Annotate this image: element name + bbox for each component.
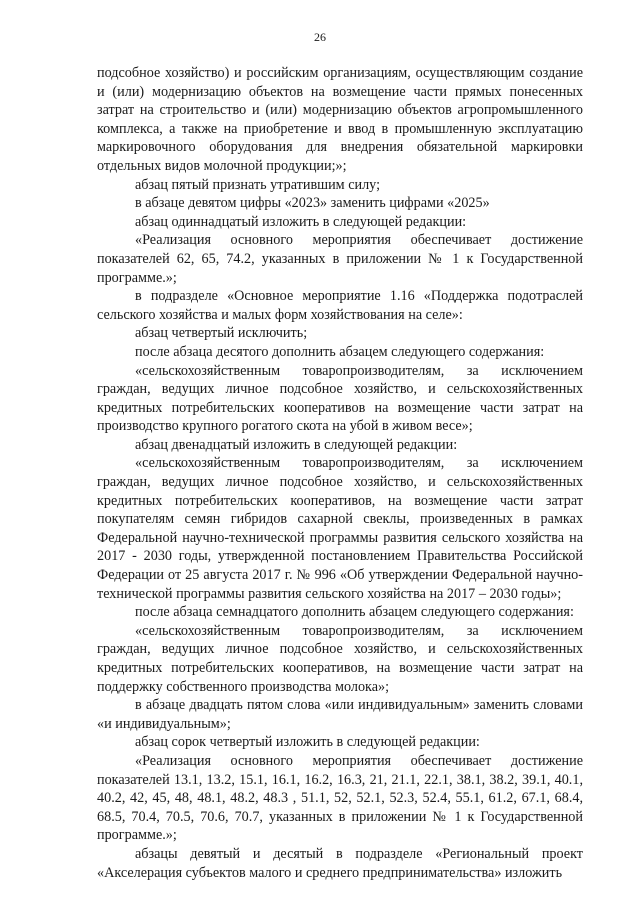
paragraph: абзац двенадцатый изложить в следующей редакции: (135, 436, 458, 453)
paragraph: абзац одиннадцатый изложить в следующей редакции: (135, 213, 467, 230)
paragraph: «сельскохозяйственным товаропроизводителям, за исключением граждан, ведущих личное подсобное хозяйство, и сельскохозяйственных кредитных потребительских кооперативов, на возмещение части затрат на поддержку собственного производства молока»; (97, 622, 583, 695)
paragraph: «Реализация основного мероприятия обеспечивает достижение показателей 62, 65, 74.2, указанных в приложении № 1 к Государственной программе.»; (97, 232, 583, 286)
paragraph: «сельскохозяйственным товаропроизводителям, за исключением граждан, ведущих личное подсобное хозяйство, и сельскохозяйственных кредитных потребительских кооперативов, на возмещение части затрат покупателям семян гибридов сахарной свеклы, произведенных в рамках Федеральной научно-технической программы развития сельского хозяйства на 2017 - 2030 годы, утвержденной постановлением Правительства Российской Федерации от 25 августа 2017 г. № 996 «Об утверждении Федеральной научно-технической программы развития сельского хозяйства на 2017 – 2030 годы»; (97, 455, 583, 602)
paragraph: абзац пятый признать утратившим силу; (135, 176, 381, 193)
paragraph: абзац сорок четвертый изложить в следующей редакции: (135, 734, 480, 751)
paragraph: абзацы девятый и десятый в подразделе «Региональный проект «Акселерация субъектов малого и среднего предпринимательства» изложить (97, 845, 583, 881)
paragraph: «Реализация основного мероприятия обеспечивает достижение показателей 13.1, 13.2, 15.1, 16.1, 16.2, 16.3, 21, 21.1, 22.1, 38.1, 38.2, 39.1, 40.1, 40.2, 42, 45, 48, 48.1, 48.2, 48.3 , 51.1, 52, 52.1, 52.3, 52.4, 55.1, 61.2, 67.1, 68.4, 68.5, 70.4, 70.5, 70.6, 70.7, указанных в приложении № 1 к Государственной программе.»; (97, 752, 583, 844)
paragraph: после абзаца десятого дополнить абзацем следующего содержания: (135, 343, 545, 360)
paragraph: в подразделе «Основное мероприятие 1.16 «Поддержка подотраслей сельского хозяйства и малых форм хозяйствования на селе»: (97, 288, 583, 323)
paragraph: «сельскохозяйственным товаропроизводителям, за исключением граждан, ведущих личное подсобное хозяйство, и сельскохозяйственных кредитных потребительских кооперативов на возмещение части затрат на производство крупного рогатого скота на убой в живом весе»; (97, 362, 583, 435)
paragraph: абзац четвертый исключить; (135, 325, 308, 342)
document-body (97, 64, 583, 882)
paragraph: подсобное хозяйство) и российским организациям, осуществляющим создание и (или) модернизацию объектов на возмещение части прямых понесенных затрат на строительство и (или) модернизацию объектов агропромышленного комплекса, а также на приобретение и ввод в промышленную эксплуатацию маркировочного оборудования для внедрения обязательной маркировки отдельных видов молочной продукции;»; (97, 65, 583, 174)
paragraph: в абзаце двадцать пятом слова «или индивидуальным» заменить словами «и индивидуальным»; (97, 697, 583, 732)
page-number: 26 (314, 30, 326, 44)
paragraph: после абзаца семнадцатого дополнить абзацем следующего содержания: (135, 604, 574, 621)
paragraph: в абзаце девятом цифры «2023» заменить цифрами «2025» (135, 195, 490, 212)
